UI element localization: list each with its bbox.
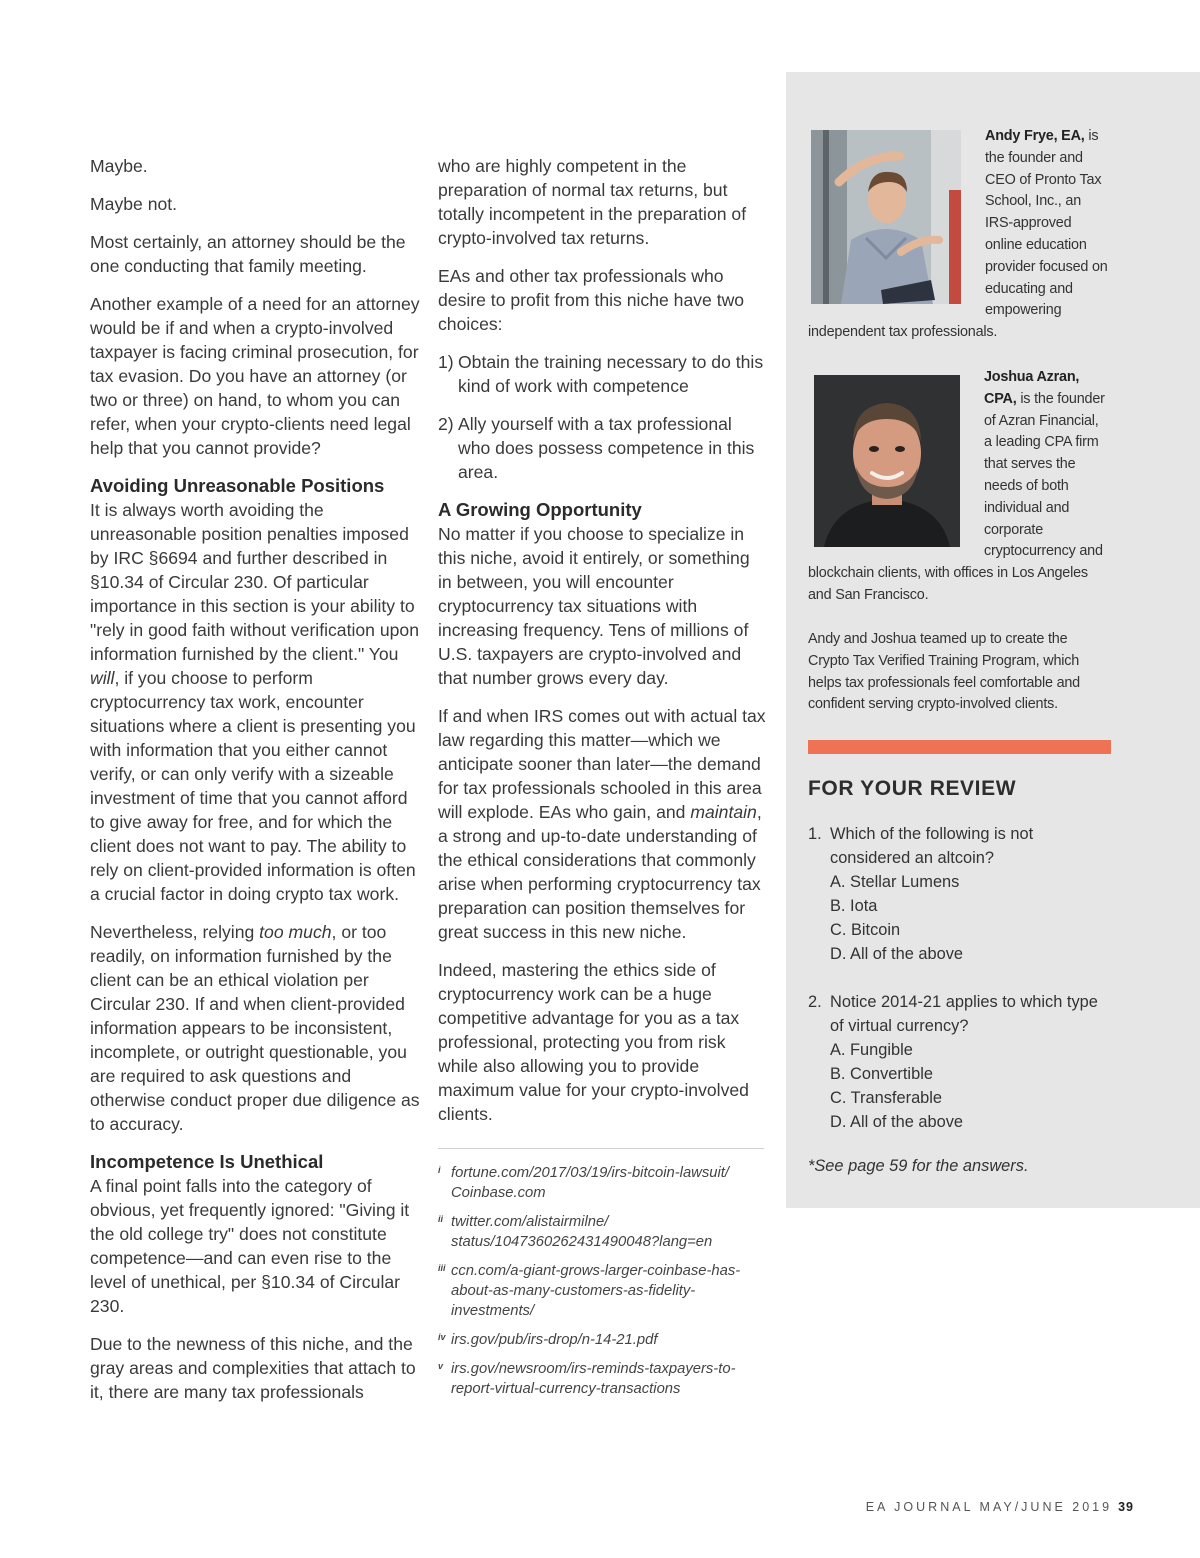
author-photo-andy <box>811 130 961 304</box>
list-item <box>438 350 766 398</box>
article-column-2 <box>438 154 766 1408</box>
page-number: 39 <box>1118 1500 1134 1514</box>
footnote-marker: i <box>438 1165 441 1175</box>
footnote-text: twitter.com/alistairmilne/ status/1047360262431490048?lang=en <box>451 1214 713 1250</box>
emphasis: maintain <box>690 802 757 822</box>
footnote-marker: iv <box>438 1332 446 1342</box>
footnote <box>438 1163 766 1203</box>
list-text: Obtain the training necessary to do this kind of work with competence <box>458 352 764 396</box>
paragraph: Due to the newness of this niche, and the gray areas and complexities that attach to it, there are many tax professionals <box>90 1334 416 1402</box>
article-column-1 <box>90 154 420 1418</box>
text-run: , if you choose to perform cryptocurrency tax work, encounter situations where a client is presenting you with information that you either cannot verify, or can only verify with a sizeable investment of time that you cannot afford to give away for free, and for which the client does not want to pay. The ability to rely on client-provided information is often a crucial factor in doing crypto tax work. <box>90 668 416 904</box>
author-name: Andy Frye, EA, <box>985 128 1085 144</box>
answer-option: C. Bitcoin <box>830 921 901 939</box>
author-description: is the founder and CEO of Pronto Tax School, Inc., an IRS-approved online education provider focused on educating and empowering independent tax professionals. <box>808 128 1108 341</box>
footnote-marker: ii <box>438 1214 444 1224</box>
footnote <box>438 1212 766 1252</box>
answer-option: A. Stellar Lumens <box>830 873 960 891</box>
footnote-text: irs.gov/newsroom/irs-reminds-taxpayers-to-report-virtual-currency-transactions <box>451 1361 736 1397</box>
paragraph <box>90 920 420 1136</box>
paragraph: Maybe not. <box>90 194 178 214</box>
paragraph: Indeed, mastering the ethics side of cryptocurrency work can be a huge competitive advantage for you as a tax professional, protecting you from risk while also allowing you to provide maximum value for your crypto-involved clients. <box>438 960 749 1124</box>
footnote <box>438 1330 766 1350</box>
author-photo-joshua <box>814 375 960 547</box>
team-note: Andy and Joshua teamed up to create the Crypto Tax Verified Training Program, which helps tax professionals feel comfortable and confident serving crypto-involved clients. <box>808 631 1080 713</box>
paragraph: No matter if you choose to specialize in this niche, avoid it entirely, or something in between, you will encounter cryptocurrency tax situations with increasing frequency. Tens of millions of U.S. taxpayers are crypto-involved and that number grows every day. <box>438 524 750 688</box>
paragraph: who are highly competent in the preparation of normal tax returns, but totally incompetent in the preparation of crypto-involved tax returns. <box>438 156 747 248</box>
publication-name: EA JOURNAL MAY/JUNE 2019 <box>865 1500 1113 1514</box>
text-run: If and when IRS comes out with actual tax law regarding this matter—which we anticipate sooner than later—the demand for tax professionals schooled in this area will explode. EAs who gain, and <box>438 706 766 822</box>
paragraph: EAs and other tax professionals who desire to profit from this niche have two choices: <box>438 266 745 334</box>
question-text: Which of the following is not considered an altcoin? <box>830 825 1034 867</box>
author-description: is the founder of Azran Financial, a leading CPA firm that serves the needs of both individual and corporate cryptocurrency and blockchain clients, with offices in Los Angeles and San Francisco. <box>808 390 1105 603</box>
answer-option: D. All of the above <box>830 1113 964 1131</box>
list-item <box>438 412 766 484</box>
paragraph: Maybe. <box>90 156 148 176</box>
author-bio-andy <box>808 126 1110 344</box>
text-run: It is always worth avoiding the unreasonable position penalties imposed by IRC §6694 and further described in §10.34 of Circular 230. Of particular importance in this section is your ability to "rely in good faith without verification upon information furnished by the client." You <box>90 500 419 664</box>
review-question <box>808 822 1108 966</box>
author-bio-joshua <box>808 367 1110 607</box>
list-number: 1) <box>438 352 454 372</box>
answer-option: C. Transferable <box>830 1089 943 1107</box>
section-heading-avoiding: Avoiding Unreasonable Positions <box>90 475 385 496</box>
question-text: Notice 2014-21 applies to which type of virtual currency? <box>830 993 1098 1035</box>
question-number: 2. <box>808 993 822 1011</box>
question-number: 1. <box>808 825 822 843</box>
answer-option: B. Iota <box>830 897 878 915</box>
author-name: Joshua Azran, CPA, <box>984 369 1080 407</box>
emphasis: too much <box>259 922 332 942</box>
page-folio <box>866 1500 1134 1514</box>
list-number: 2) <box>438 414 454 434</box>
footnote-marker: iii <box>438 1263 446 1273</box>
answer-option: B. Convertible <box>830 1065 933 1083</box>
paragraph: Another example of a need for an attorney would be if and when a crypto-involved taxpayer is facing criminal prosecution, for tax evasion. Do you have an attorney (or two or three) on hand, to whom you can refer, when your crypto-clients need legal help that you cannot provide? <box>90 294 420 458</box>
emphasis: will <box>90 668 115 688</box>
answer-note: *See page 59 for the answers. <box>808 1157 1029 1175</box>
footnote <box>438 1261 766 1321</box>
footnotes <box>438 1163 766 1399</box>
footnote-text: irs.gov/pub/irs-drop/n-14-21.pdf <box>451 1332 658 1348</box>
text-run: , a strong and up-to-date understanding of the ethical considerations that commonly arise when performing cryptocurrency tax preparation can position themselves for great success in this new niche. <box>438 802 762 942</box>
footnote-divider <box>438 1148 764 1149</box>
paragraph: A final point falls into the category of obvious, yet frequently ignored: "Giving it the old college try" does not constitute competence—and can even rise to the level of unethical, per §10.34 of Circular 230. <box>90 1176 410 1316</box>
accent-bar <box>808 740 1111 754</box>
answer-option: D. All of the above <box>830 945 964 963</box>
paragraph <box>438 704 766 944</box>
footnote <box>438 1359 766 1399</box>
footnote-text: fortune.com/2017/03/19/irs-bitcoin-lawsuit/ Coinbase.com <box>451 1165 729 1201</box>
paragraph: Most certainly, an attorney should be the one conducting that family meeting. <box>90 232 406 276</box>
text-run: Nevertheless, relying <box>90 922 260 942</box>
section-heading-incompetence: Incompetence Is Unethical <box>90 1151 324 1172</box>
review-questions <box>808 822 1108 1134</box>
footnote-marker: v <box>438 1361 444 1371</box>
section-heading-growing: A Growing Opportunity <box>438 499 642 520</box>
review-question <box>808 990 1108 1134</box>
answer-option: A. Fungible <box>830 1041 913 1059</box>
review-title: FOR YOUR REVIEW <box>808 777 1017 800</box>
paragraph <box>90 498 420 906</box>
text-run: , or too readily, on information furnished by the client can be an ethical violation per Circular 230. If and when client-provided information appears to be inconsistent, incomplete, or outright questionable, you are required to ask questions and otherwise conduct proper due diligence as to accuracy. <box>90 922 420 1134</box>
list-text: Ally yourself with a tax professional who does possess competence in this area. <box>458 414 755 482</box>
footnote-text: ccn.com/a-giant-grows-larger-coinbase-has-about-as-many-customers-as-fidelity-investments/ <box>451 1263 741 1319</box>
